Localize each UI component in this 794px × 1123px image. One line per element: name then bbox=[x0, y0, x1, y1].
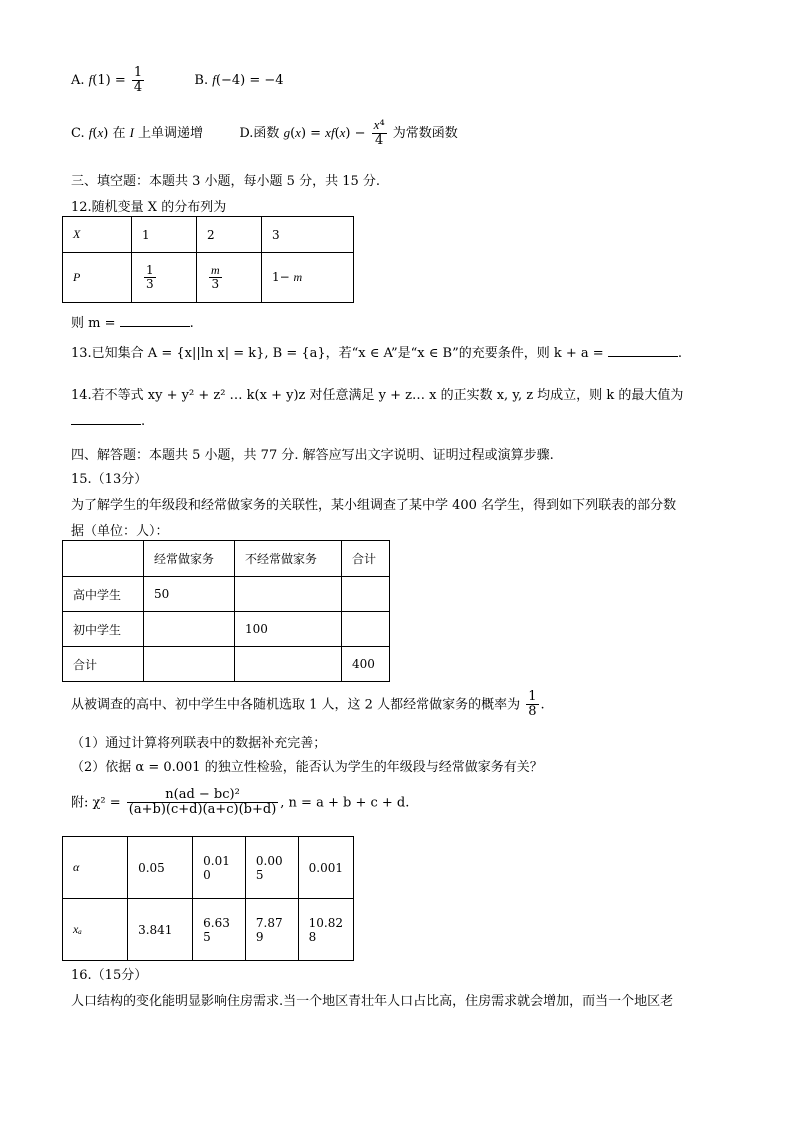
table-cell: 3.841 bbox=[128, 899, 193, 961]
answer-blank[interactable] bbox=[120, 314, 190, 327]
q15-part1: （1）通过计算将列联表中的数据补充完善； bbox=[71, 736, 327, 751]
table-cell: 不经常做家务 bbox=[235, 541, 342, 577]
table-cell bbox=[63, 541, 144, 577]
option-c: C. f(x) 在 I 上单调递增 bbox=[71, 124, 204, 141]
table-cell: 经常做家务 bbox=[144, 541, 235, 577]
q15-intro-cont: 据（单位：人）： bbox=[71, 524, 169, 539]
table-cell: 0.05 bbox=[128, 837, 193, 899]
q15-intro: 为了解学生的年级段和经常做家务的关联性，某小组调查了某中学 400 名学生，得到如下列联表的部分数 bbox=[71, 498, 677, 513]
q15-title: 15.（13分） bbox=[71, 472, 148, 487]
q12-distribution-table bbox=[62, 216, 354, 303]
table-cell: $\frac{1}{3}$ bbox=[132, 253, 197, 303]
q15-formula: 附: χ² = $\frac{\text{n(ad − bc)²}}{(a+b)(c+d)(a+c)(b+d)}$ , n = a + b + c + d. bbox=[71, 787, 410, 818]
q16-title: 16.（15分） bbox=[71, 968, 148, 983]
option-c-d-row bbox=[71, 118, 458, 149]
table-cell bbox=[342, 577, 390, 612]
table-cell: 1 bbox=[132, 217, 197, 253]
q15-probability-line: 从被调查的高中、初中学生中各随机选取 1 人，这 2 人都经常做家务的概率为 $\frac{1}{8}$ . bbox=[71, 689, 545, 720]
table-cell: 10.828 bbox=[298, 899, 353, 961]
table-cell: 0.001 bbox=[298, 837, 353, 899]
table-cell: 合计 bbox=[342, 541, 390, 577]
section4-header: 四、解答题：本题共 5 小题，共 77 分. 解答应写出文字说明、证明过程或演算步骤. bbox=[71, 448, 554, 463]
fraction: $\frac{\text{n(ad − bc)²}}{(a+b)(c+d)(a+c)(b+d)}$ bbox=[128, 787, 277, 818]
table-cell: 高中学生 bbox=[63, 577, 144, 612]
q15-contingency-table bbox=[62, 540, 390, 682]
table-cell bbox=[144, 647, 235, 682]
table-cell: xₐ bbox=[63, 899, 128, 961]
table-cell: 6.635 bbox=[193, 899, 246, 961]
table-cell: 100 bbox=[235, 612, 342, 647]
q12-prompt: 12.随机变量 X 的分布列为 bbox=[71, 200, 227, 215]
table-cell: X bbox=[63, 217, 132, 253]
option-b: B. f(−4) = −4 bbox=[194, 72, 284, 89]
table-cell: 50 bbox=[144, 577, 235, 612]
table-cell bbox=[342, 612, 390, 647]
section3-header: 三、填空题：本题共 3 小题，每小题 5 分，共 15 分. bbox=[71, 174, 381, 189]
option-d: D.函数 g(x) = xf(x) − $\frac{\text{x⁴}}{4}$ 为常数函数 bbox=[239, 117, 458, 149]
q12-answer-line: 则 m = . bbox=[71, 316, 194, 331]
q14: 14.若不等式 xy + y² + z² … k(x + y)z 对任意满足 y + z… x 的正实数 x, y, z 均成立，则 k 的最大值为 bbox=[71, 388, 684, 403]
answer-blank[interactable] bbox=[71, 412, 141, 425]
table-cell bbox=[235, 577, 342, 612]
answer-blank[interactable] bbox=[608, 344, 678, 357]
table-cell: 合计 bbox=[63, 647, 144, 682]
table-cell: 1− m bbox=[262, 253, 354, 303]
table-cell: 7.879 bbox=[245, 899, 298, 961]
q14-answer: . bbox=[71, 412, 145, 429]
table-cell: $\frac{m}{3}$ bbox=[197, 253, 262, 303]
fraction: $\frac{1}{8}$ bbox=[528, 689, 537, 720]
table-cell: 0.010 bbox=[193, 837, 246, 899]
table-cell: 0.005 bbox=[245, 837, 298, 899]
fraction: $\frac{\text{x⁴}}{4}$ bbox=[373, 117, 385, 149]
table-cell: 初中学生 bbox=[63, 612, 144, 647]
table-cell: 2 bbox=[197, 217, 262, 253]
table-cell: 400 bbox=[342, 647, 390, 682]
table-cell bbox=[235, 647, 342, 682]
table-cell: 3 bbox=[262, 217, 354, 253]
table-cell: P bbox=[63, 253, 132, 303]
critical-value-table bbox=[62, 836, 354, 961]
option-a: A. f(1) = $\frac{1}{4}$ bbox=[71, 65, 143, 96]
q16-text: 人口结构的变化能明显影响住房需求.当一个地区青壮年人口占比高，住房需求就会增加，而当一个地区老 bbox=[71, 994, 674, 1009]
q13: 13.已知集合 A = {x||ln x| = k}, B = {a}，若“x ∈ A”是“x ∈ B”的充要条件，则 k + a = . bbox=[71, 346, 682, 361]
option-a-b-row bbox=[71, 66, 284, 96]
fraction: $\frac{1}{4}$ bbox=[133, 65, 143, 96]
table-cell bbox=[144, 612, 235, 647]
table-cell: α bbox=[63, 837, 128, 899]
q15-part2: （2）依据 α = 0.001 的独立性检验，能否认为学生的年级段与经常做家务有关？ bbox=[71, 760, 543, 775]
